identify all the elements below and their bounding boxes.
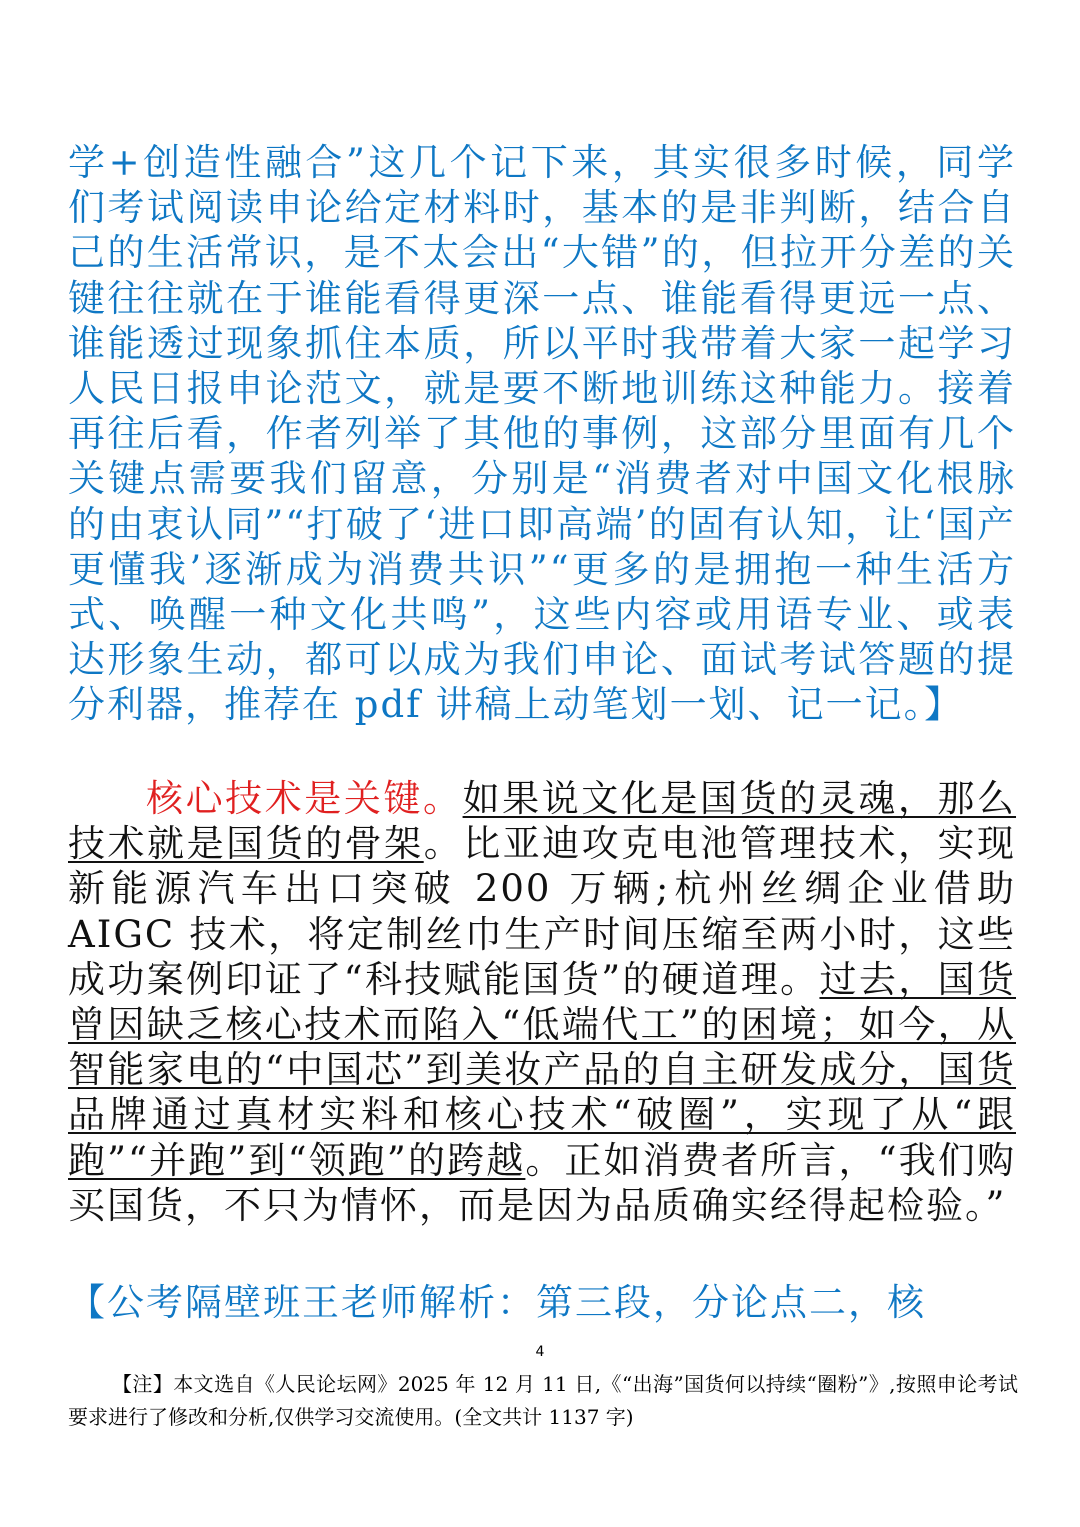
- page-number: 4: [535, 1344, 545, 1360]
- footnote: 【注】本文选自《人民论坛网》2025 年 12 月 11 日,《“出海”国货何以持续“圈粉”》,按照申论考试要求进行了修改和分析,仅供学习交流使用。(全文共计 1137 字): [68, 1372, 1018, 1429]
- paragraph-text: 。比亚迪攻克电池管理技术，实现新能源汽车出口突破 200 万辆;杭州丝绸企业借助 AIGC 技术，将定制丝巾生产时间压缩至两小时，这些成功案例印证了“科技赋能国货”的硬道理。: [68, 822, 1017, 1001]
- next-analysis-start: 【公考隔壁班王老师解析：第三段，分论点二，核: [68, 1281, 926, 1324]
- underlined-key-sentence: 如果说文化是国货的灵魂，那么技术就是国货的骨架: [68, 777, 1017, 866]
- section-heading: 核心技术是关键。: [146, 777, 463, 820]
- core-technology-paragraph: [68, 776, 1016, 1228]
- underlined-key-sentence: 过去，国货曾因缺乏核心技术而陷入“低端代工”的困境；如今，从智能家电的“中国芯”到美妆产品的自主研发成分，国货品牌通过真材实料和核心技术“破圈”，实现了从“跟跑”“并跑”到“领跑”的跨越: [68, 957, 1016, 1182]
- paragraph-text: 。正如消费者所言，“我们购买国货，不只为情怀，而是因为品质确实经得起检验。”: [68, 1138, 1017, 1227]
- analysis-paragraph: 学+创造性融合”这几个记下来，其实很多时候，同学们考试阅读申论给定材料时，基本的是非判断，结合自己的生活常识，是不太会出“大错”的，但拉开分差的关键往往就在于谁能看得更深一点、谁能看得更远一点、谁能透过现象抓住本质，所以平时我带着大家一起学习人民日报申论范文，就是要不断地训练这种能力。接着再往后看，作者列举了其他的事例，这部分里面有几个关键点需要我们留意，分别是“消费者对中国文化根脉的由衷认同”“打破了‘进口即高端’的固有认知，让‘国产更懂我’逐渐成为消费共识”“更多的是拥抱一种生活方式、唤醒一种文化共鸣”，这些内容或用语专业、或表达形象生动，都可以成为我们申论、面试考试答题的提分利器，推荐在 pdf 讲稿上动笔划一划、记一记。】: [68, 141, 1016, 727]
